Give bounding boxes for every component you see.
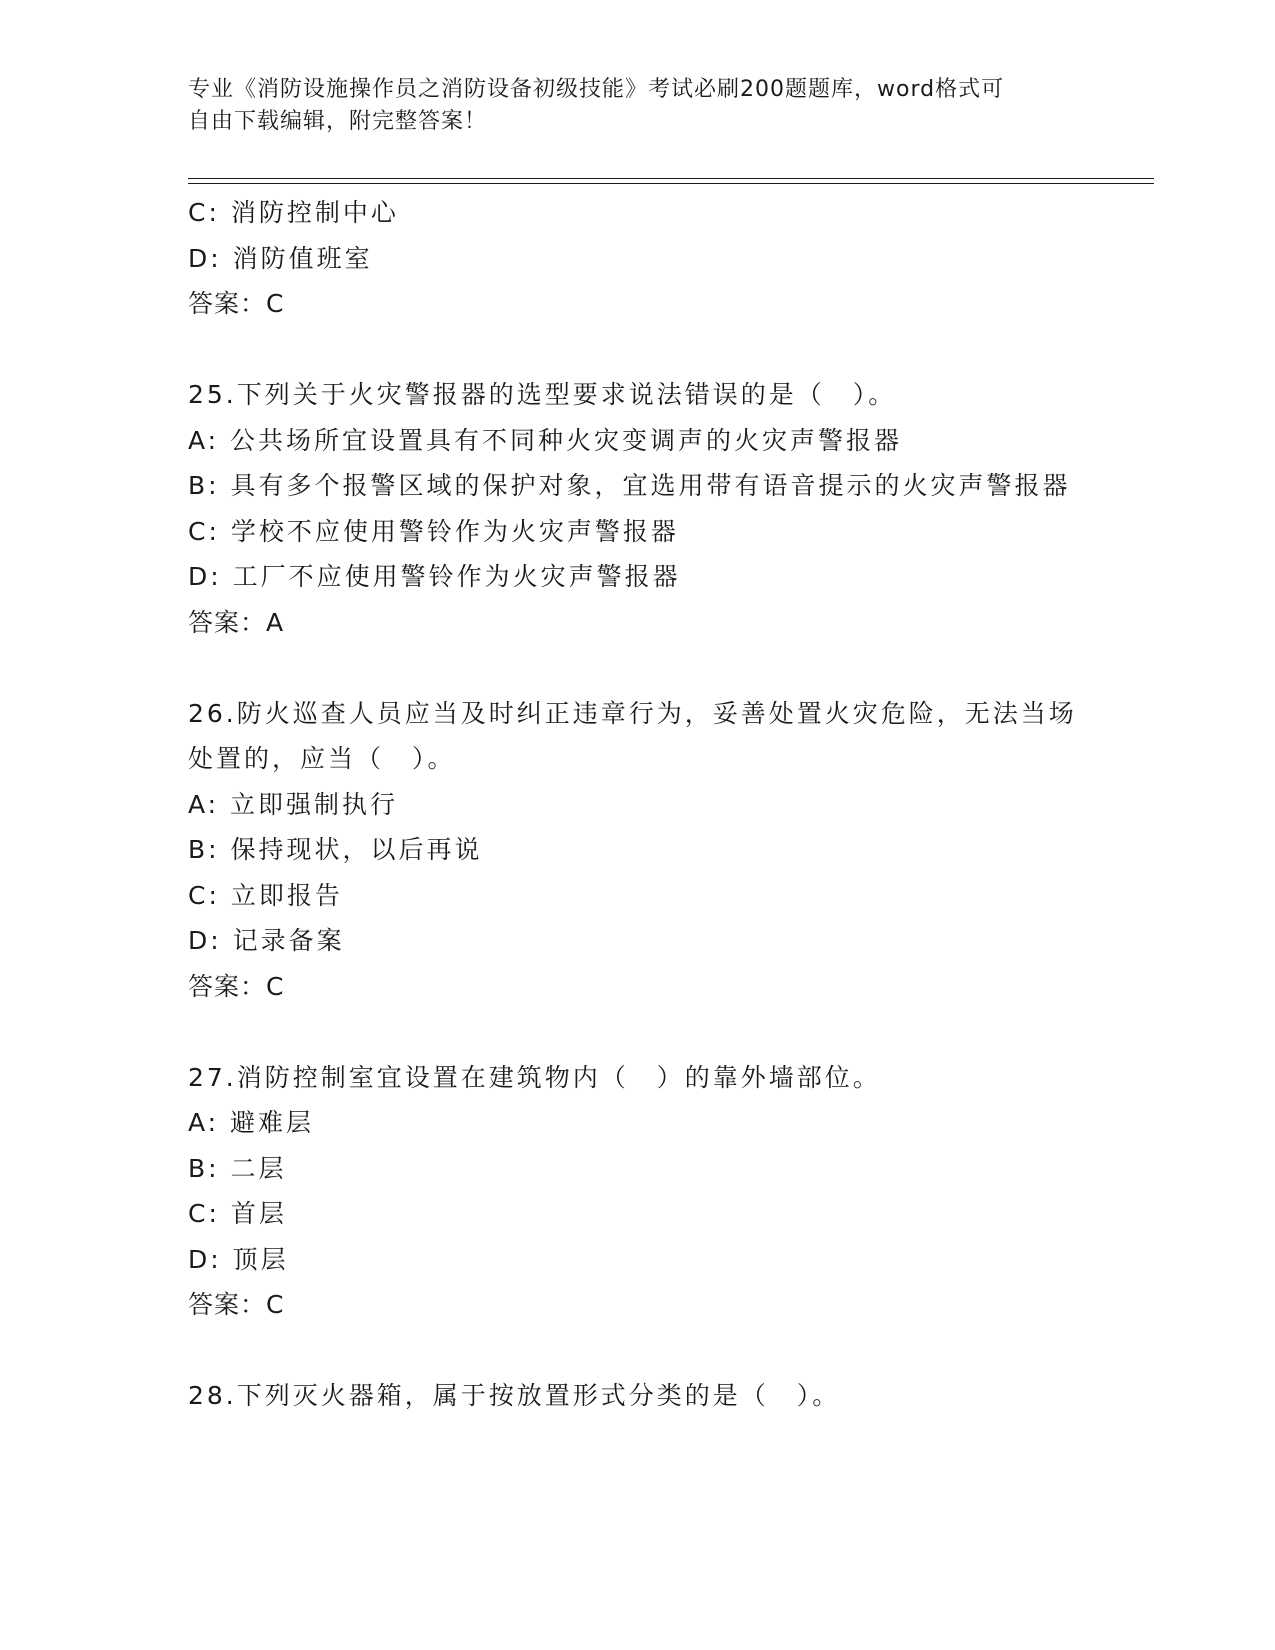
header-rule-bottom xyxy=(188,183,1154,184)
document-header xyxy=(188,74,1088,138)
option-c: C: 学校不应使用警铃作为火灾声警报器 xyxy=(188,516,679,546)
option-c: C: 立即报告 xyxy=(188,880,343,910)
option-b: B: 二层 xyxy=(188,1153,287,1183)
question-stem: 27.消防控制室宜设置在建筑物内（ ）的靠外墙部位。 xyxy=(188,1062,881,1092)
header-line-2: 自由下载编辑，附完整答案！ xyxy=(188,109,488,134)
answer: 答案：C xyxy=(188,289,285,318)
option-d: D: 顶层 xyxy=(188,1244,289,1274)
header-line-1: 专业《消防设施操作员之消防设备初级技能》考试必刷200题题库，word格式可 xyxy=(188,77,1005,102)
answer: 答案：C xyxy=(188,1290,285,1319)
question-25 xyxy=(188,372,1078,645)
answer: 答案：C xyxy=(188,971,285,1001)
question-26 xyxy=(188,691,1078,1010)
option-a: A: 避难层 xyxy=(188,1108,315,1137)
option-d: D: 工厂不应使用警铃作为火灾声警报器 xyxy=(188,562,681,591)
question-24-continued xyxy=(188,190,1078,327)
answer: 答案：A xyxy=(188,607,285,637)
option-b: B: 保持现状，以后再说 xyxy=(188,835,483,864)
option-c: C: 首层 xyxy=(188,1199,287,1228)
option-a: A: 公共场所宜设置具有不同种火灾变调声的火灾声警报器 xyxy=(188,425,903,455)
question-28 xyxy=(188,1373,1078,1419)
question-stem: 28.下列灭火器箱，属于按放置形式分类的是（ ）。 xyxy=(188,1381,841,1410)
question-stem: 26.防火巡查人员应当及时纠正违章行为，妥善处置火灾危险，无法当场处置的，应当（ ）。 xyxy=(188,698,1077,773)
option-a: A: 立即强制执行 xyxy=(188,789,399,819)
question-list xyxy=(188,190,1078,1419)
question-27 xyxy=(188,1055,1078,1328)
option-c: C: 消防控制中心 xyxy=(188,198,399,227)
option-d: D: 记录备案 xyxy=(188,926,345,955)
header-rule-top xyxy=(188,178,1154,179)
option-d: D: 消防值班室 xyxy=(188,243,373,273)
option-b: B: 具有多个报警区域的保护对象，宜选用带有语音提示的火灾声警报器 xyxy=(188,471,1071,500)
question-stem: 25.下列关于火灾警报器的选型要求说法错误的是（ ）。 xyxy=(188,380,897,409)
